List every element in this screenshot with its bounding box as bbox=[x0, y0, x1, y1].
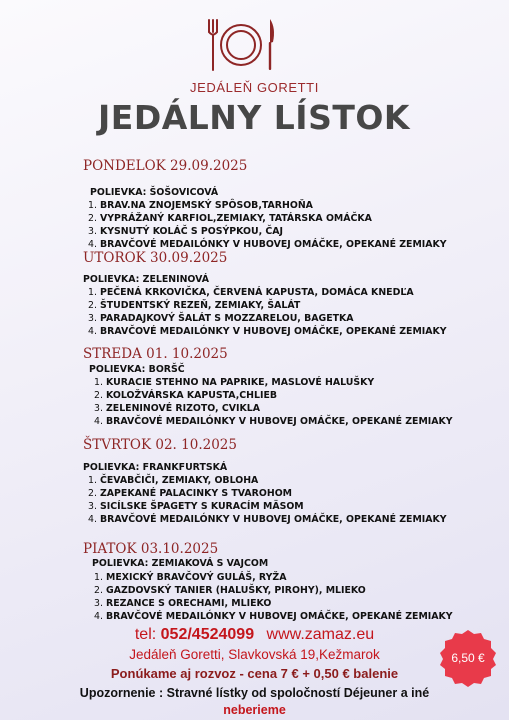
day-heading-wednesday: STREDA 01. 10.2025 bbox=[83, 346, 228, 362]
tel-label: tel: bbox=[134, 626, 157, 643]
day-heading-monday: PONDELOK 29.09.2025 bbox=[83, 158, 248, 174]
menu-item: 2. KOLOŽVÁRSKA KAPUSTA,CHLIEB bbox=[94, 390, 277, 401]
menu-item: 4. BRAVČOVÉ MEDAILÓNKY V HUBOVEJ OMÁČKE, OPEKANÉ ZEMIAKY bbox=[94, 416, 453, 427]
menu-item: 1. MEXICKÝ BRAVČOVÝ GULÁŠ, RYŽA bbox=[94, 572, 287, 583]
menu-item: 3. ZELENINOVÉ RIZOTO, CVIKLA bbox=[94, 403, 260, 414]
soup-thursday: POLIEVKA: FRANKFURTSKÁ bbox=[83, 462, 228, 473]
day-heading-friday: PIATOK 03.10.2025 bbox=[83, 541, 219, 557]
menu-item: 2. ŠTUDENTSKÝ REZEŇ, ZEMIAKY, ŠALÁT bbox=[88, 300, 301, 311]
soup-monday: POLIEVKA: ŠOŠOVICOVÁ bbox=[90, 187, 219, 198]
soup-wednesday: POLIEVKA: BORŠČ bbox=[89, 364, 185, 375]
menu-item: 3. REZANCE S ORECHAMI, MLIEKO bbox=[94, 598, 272, 609]
phone-number[interactable]: 052/4524099 bbox=[160, 626, 255, 643]
menu-item: 4. BRAVČOVÉ MEDAILÓNKY V HUBOVEJ OMÁČKE, OPEKANÉ ZEMIAKY bbox=[88, 514, 447, 525]
menu-item: 1. PEČENÁ KRKOVIČKA, ČERVENÁ KAPUSTA, DOMÁCA KNEDĽA bbox=[88, 287, 414, 298]
menu-item: 2. ZAPEKANÉ PALACINKY S TVAROHOM bbox=[88, 488, 293, 499]
menu-item: 2. GAZDOVSKÝ TANIER (HALUŠKY, PIROHY), MLIEKO bbox=[94, 585, 366, 596]
delivery-offer: Ponúkame aj rozvoz - cena 7 € + 0,50 € balenie bbox=[110, 666, 399, 681]
menu-item: 3. KYSNUTÝ KOLÁČ S POSÝPKOU, ČAJ bbox=[88, 226, 284, 237]
voucher-warning-end: neberieme bbox=[223, 703, 286, 717]
restaurant-name: JEDÁLEŇ GORETTI bbox=[190, 80, 319, 95]
menu-item: 4. BRAVČOVÉ MEDAILÓNKY V HUBOVEJ OMÁČKE, OPEKANÉ ZEMIAKY bbox=[88, 326, 447, 337]
fork-plate-knife-icon bbox=[204, 16, 278, 74]
menu-item: 4. BRAVČOVÉ MEDAILÓNKY V HUBOVEJ OMÁČKE, OPEKANÉ ZEMIAKY bbox=[94, 611, 453, 622]
day-heading-thursday: ŠTVRTOK 02. 10.2025 bbox=[83, 437, 237, 453]
page-title: JEDÁLNY LÍSTOK bbox=[98, 98, 410, 137]
soup-tuesday: POLIEVKA: ZELENINOVÁ bbox=[83, 274, 210, 285]
menu-item: 1. BRAV.NA ZNOJEMSKÝ SPÔSOB,TARHOŇA bbox=[88, 200, 313, 211]
menu-item: 1. ČEVABČIČI, ZEMIAKY, OBLOHA bbox=[88, 475, 259, 486]
price-badge-label: 6,50 € bbox=[451, 651, 485, 665]
website-link[interactable]: www.zamaz.eu bbox=[266, 626, 375, 643]
menu-item: 3. SICÍLSKE ŠPAGETY S KURACÍM MÄSOM bbox=[88, 501, 304, 512]
soup-friday: POLIEVKA: ZEMIAKOVÁ S VAJCOM bbox=[92, 558, 269, 569]
menu-item: 1. KURACIE STEHNO NA PAPRIKE, MASLOVÉ HALUŠKY bbox=[94, 377, 375, 388]
voucher-warning: Upozornenie : Stravné lístky od spoločností Déjeuner a iné bbox=[79, 686, 430, 700]
day-heading-tuesday: UTOROK 30.09.2025 bbox=[83, 250, 228, 266]
contact-line bbox=[0, 626, 509, 644]
menu-item: 2. VYPRÁŽANÝ KARFIOL,ZEMIAKY, TATÁRSKA OMÁČKA bbox=[88, 213, 372, 224]
menu-item: 4. BRAVČOVÉ MEDAILÓNKY V HUBOVEJ OMÁČKE, OPEKANÉ ZEMIAKY bbox=[88, 239, 447, 250]
address: Jedáleň Goretti, Slavkovská 19,Kežmarok bbox=[129, 647, 380, 662]
menu-item: 3. PARADAJKOVÝ ŠALÁT S MOZZARELOU, BAGETKA bbox=[88, 313, 354, 324]
